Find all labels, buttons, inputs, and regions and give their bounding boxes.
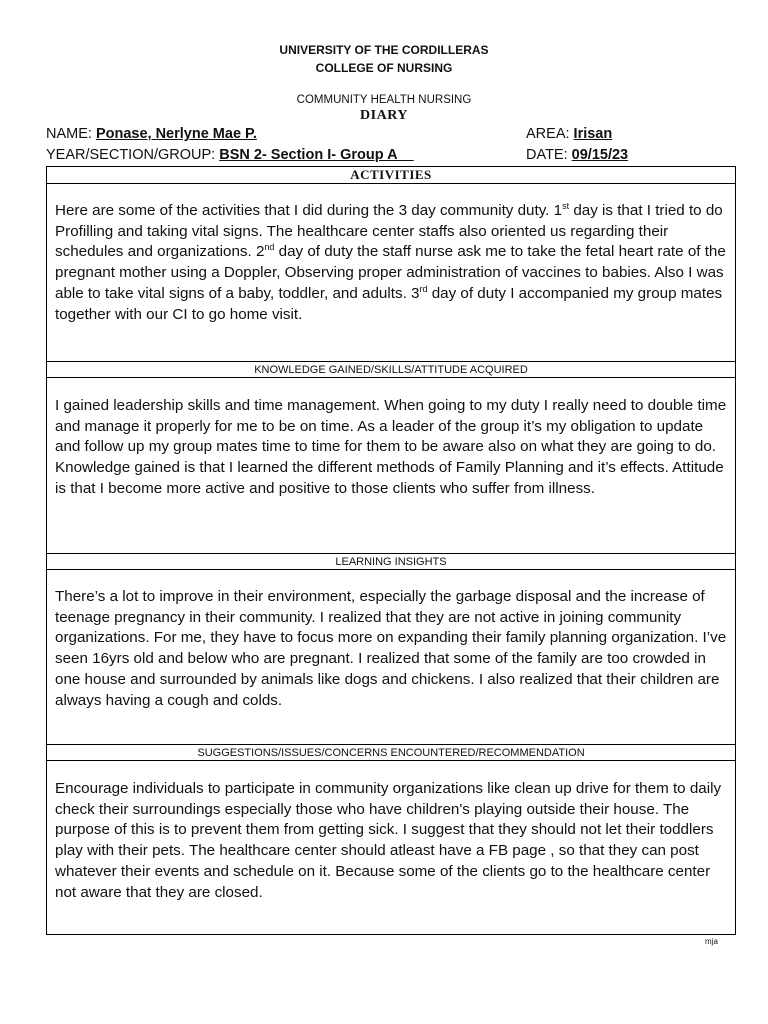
activities-text: Here are some of the activities that I did during the 3 day community duty. 1st day is that I tried to do Profilling and taking vital signs. The healthcare center staffs also oriented us regarding their schedules and organizations. 2nd day of duty the staff nurse ask me to take the fetal heart rate of the pregnant mother using a Doppler, Observing proper administration of vaccines to babies. Also I was able to take vital signs of a baby, toddler, and adults. 3rd day of duty I accompanied my group mates together with our CI to go home visit. bbox=[55, 200, 726, 323]
area-value: Irisan bbox=[573, 126, 613, 142]
insights-text: There’s a lot to improve in their environment, especially the garbage disposal and the increase of teenage pregnancy in their community. I realized that they are not active in joining community organizations. For me, they have to focus more on expanding their family planning organization. I’ve seen 16yrs old and below who are pregnant. I realized that some of the family are too crowded in one house and surrounded by animals like dogs and chickens. I also realized that their children are always having a cough and colds. bbox=[55, 588, 727, 709]
date-label: DATE: bbox=[526, 147, 568, 163]
area-label: AREA: bbox=[526, 126, 570, 142]
name-label: NAME: bbox=[46, 126, 92, 142]
year-section-group-row bbox=[46, 147, 414, 163]
name-row bbox=[46, 126, 257, 142]
suggestions-text: Encourage individuals to participate in community organizations like clean up drive for them to daily check their surroundings especially those who have children's playing outside their house. The purpose of this is to prevent them from getting sick. I suggest that they should not let their toddlers play with their pets. The healthcare center should atleast have a FB page , so that they can post whatever their events and schedule on it. Because some of the clients go to the healthcare center not aware that they are closed. bbox=[55, 780, 722, 901]
name-value: Ponase, Nerlyne Mae P. bbox=[95, 126, 257, 142]
activities-heading: ACTIVITIES bbox=[47, 167, 735, 184]
footer-initials: mja bbox=[705, 937, 718, 946]
year-section-group-label: YEAR/SECTION/GROUP: bbox=[46, 147, 216, 163]
year-section-group-value: BSN 2- Section I- Group A bbox=[219, 147, 398, 163]
diary-table bbox=[46, 166, 736, 935]
university-name: UNIVERSITY OF THE CORDILLERAS bbox=[279, 43, 489, 57]
course-name: COMMUNITY HEALTH NURSING bbox=[296, 94, 472, 106]
document-title: DIARY bbox=[360, 108, 408, 123]
insights-heading: LEARNING INSIGHTS bbox=[47, 553, 735, 570]
college-name: COLLEGE OF NURSING bbox=[315, 61, 453, 75]
date-value: 09/15/23 bbox=[571, 147, 629, 163]
knowledge-heading: KNOWLEDGE GAINED/SKILLS/ATTITUDE ACQUIRED bbox=[47, 361, 735, 378]
suggestions-heading: SUGGESTIONS/ISSUES/CONCERNS ENCOUNTERED/RECOMMENDATION bbox=[47, 744, 735, 761]
area-row bbox=[526, 126, 612, 142]
knowledge-text: I gained leadership skills and time management. When going to my duty I really need to double time and manage it properly for me to be on time. As a leader of the group it’s my obligation to update and follow up my group mates time to time for them to be aware also on what they are going to do. Knowledge gained is that I learned the different methods of Family Planning and it’s effects. Attitude is that I become more active and positive to those clients who suffer from illness. bbox=[55, 397, 727, 497]
date-row bbox=[526, 147, 628, 163]
